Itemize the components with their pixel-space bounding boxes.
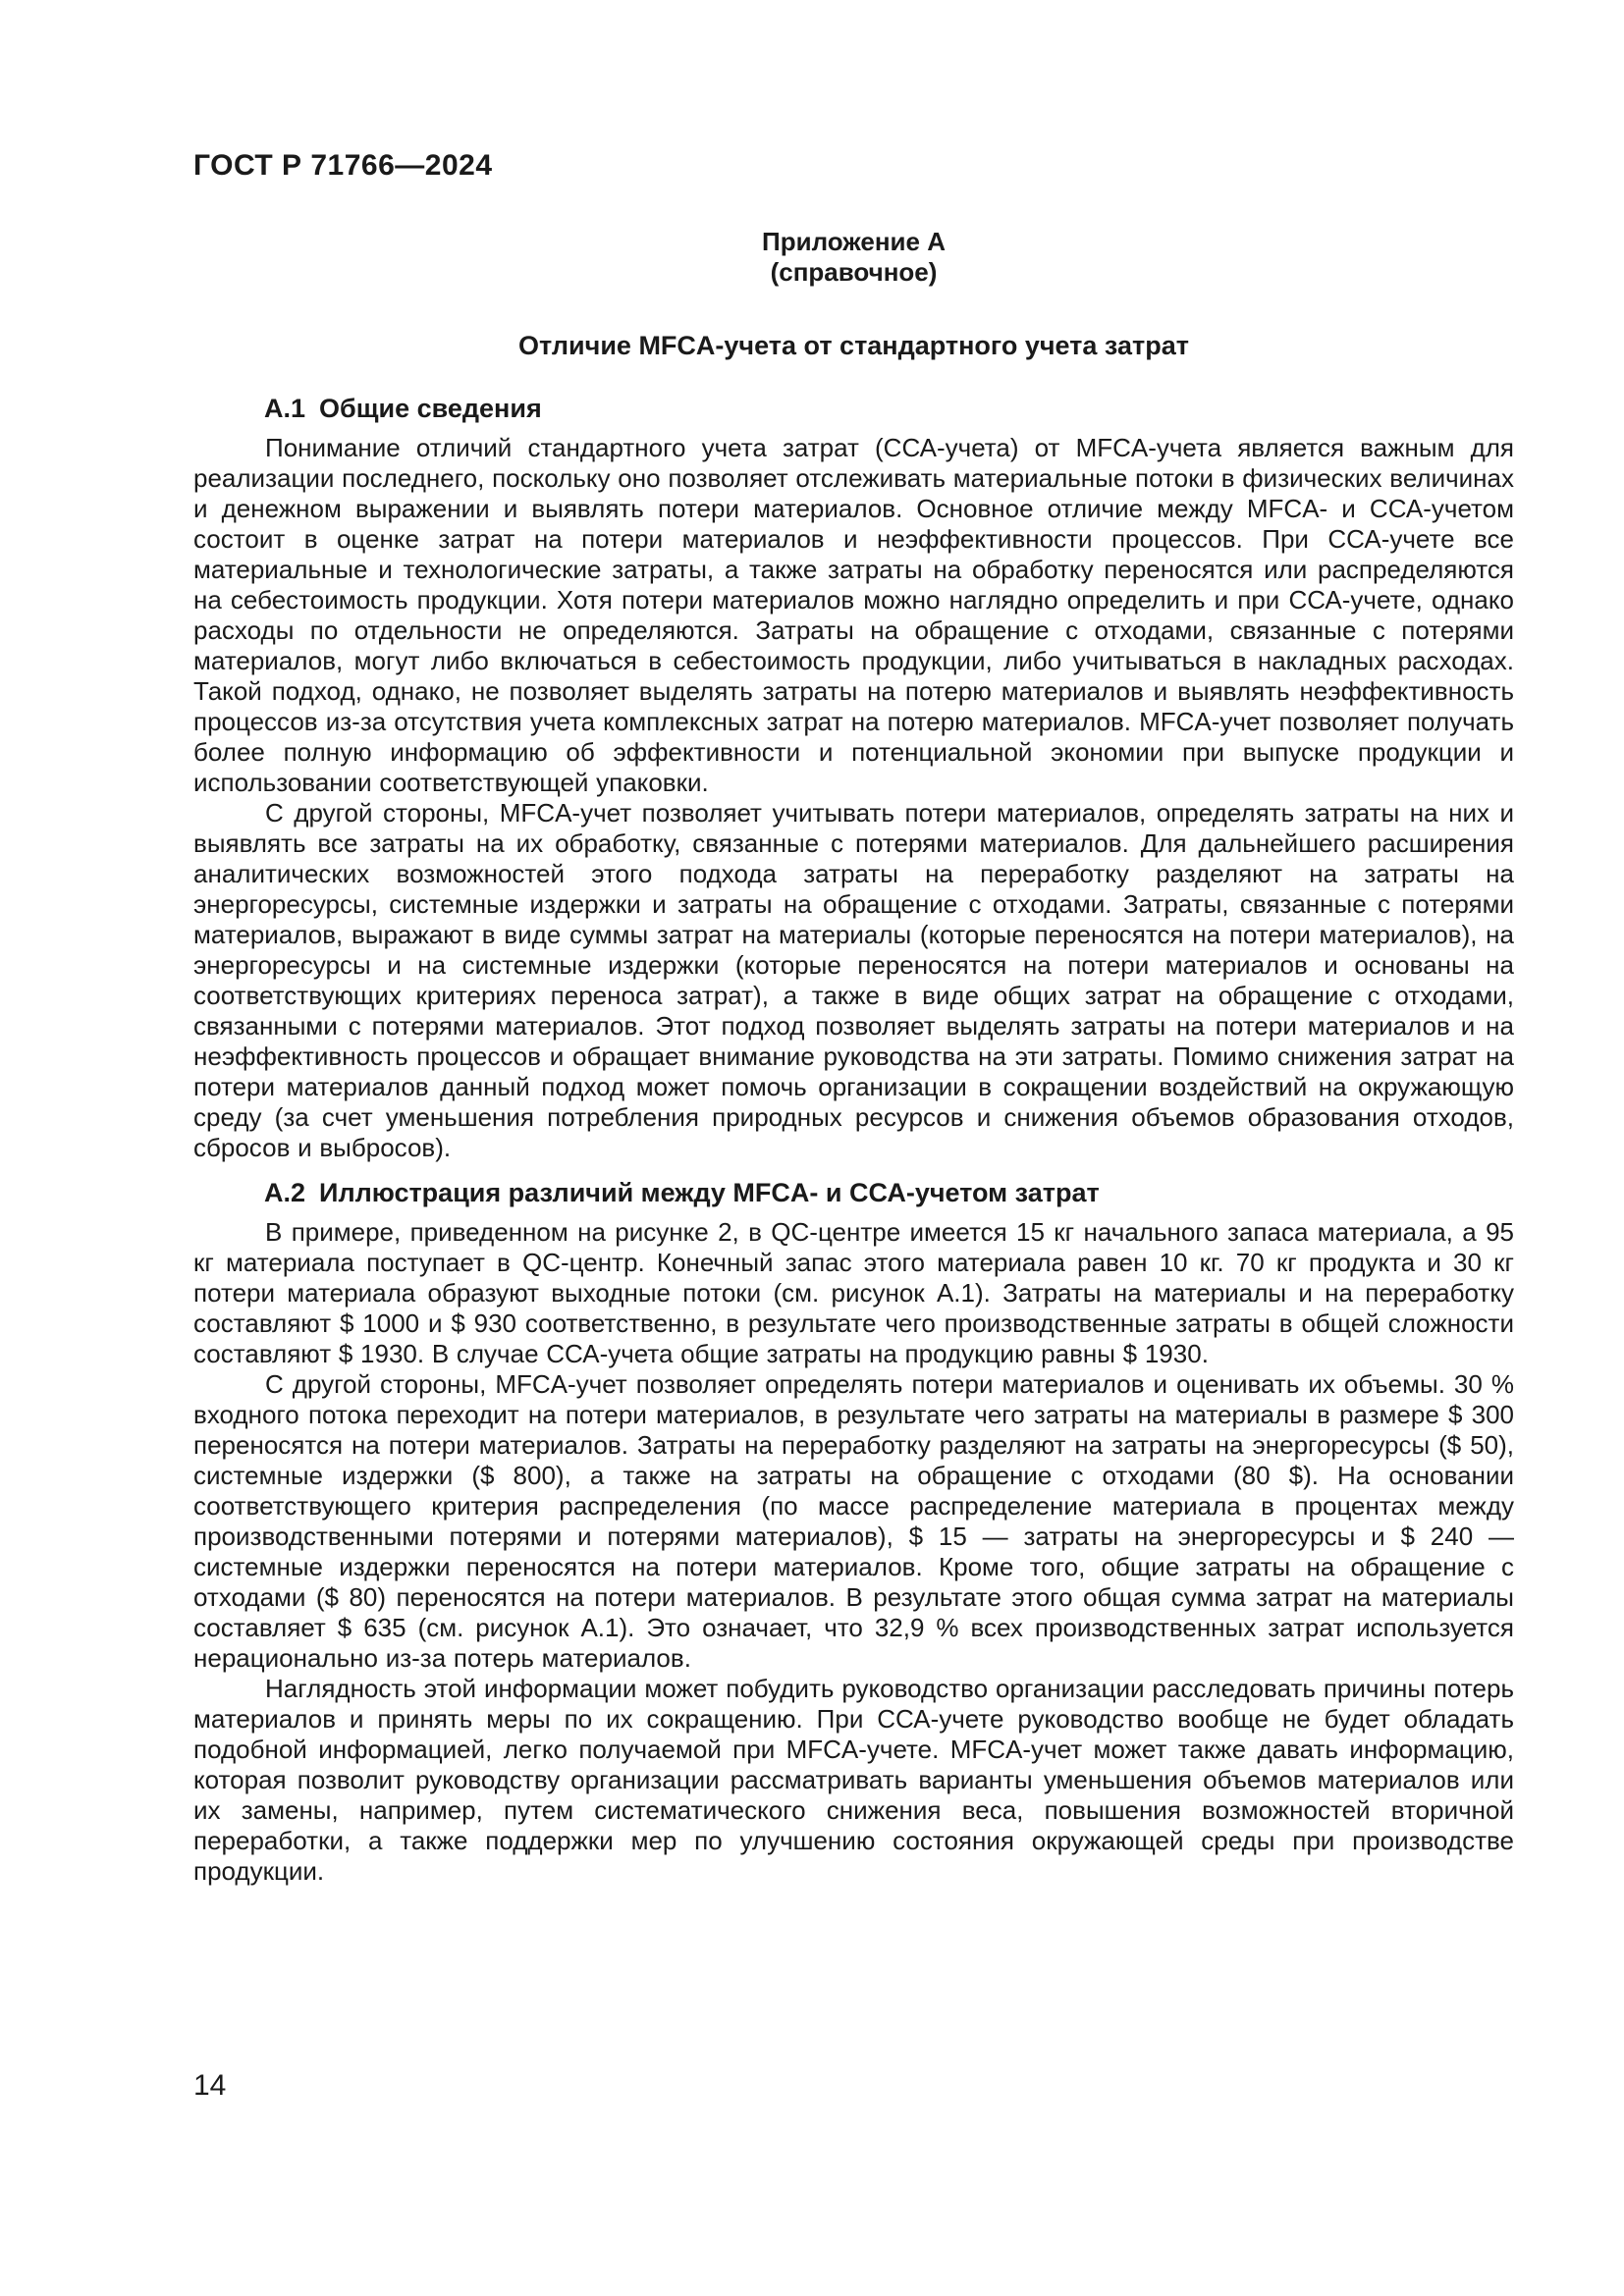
document-number: ГОСТ Р 71766—2024	[193, 149, 493, 182]
appendix-label: Приложение А	[762, 227, 946, 256]
section-heading-text: Общие сведения	[319, 394, 542, 423]
body-paragraph: Наглядность этой информации может побудить руководство организации расследовать причины потерь материалов и принять меры по их сокращению. При ССА-учете руководство вообще не будет обладать подобной информацией, легко получаемой при MFCA-учете. MFCA-учет может также давать информацию, которая позволит руководству организации рассматривать варианты уменьшения объемов материалов или их замены, например, путем систематического снижения веса, повышения возможностей вторичной переработки, а также поддержки мер по улучшению состояния окружающей среды при производстве продукции.	[193, 1674, 1514, 1886]
body-paragraph: В примере, приведенном на рисунке 2, в QC-центре имеется 15 кг начального запаса материала, а 95 кг материала поступает в QC-центр. Конечный запас этого материала равен 10 кг. 70 кг продукта и 30 кг потери материала образуют выходные потоки (см. рисунок А.1). Затраты на материалы и на переработку составляют $ 1000 и $ 930 соответственно, в результате чего производственные затраты в общей сложности составляют $ 1930. В случае ССА-учета общие затраты на продукцию равны $ 1930.	[193, 1217, 1514, 1368]
section-a1-body	[193, 433, 1514, 1163]
body-paragraph: С другой стороны, MFCA-учет позволяет учитывать потери материалов, определять затраты на них и выявлять все затраты на их обработку, связанные с потерями материалов. Для дальнейшего расширения аналитических возможностей этого подхода затраты на переработку разделяют на затраты на энергоресурсы, системные издержки и затраты на обращение с отходами. Затраты, связанные с потерями материалов, выражают в виде суммы затрат на материалы (которые переносятся на потери материалов), на энергоресурсы и на системные издержки (которые переносятся на потери материалов и основаны на соответствующих критериях переноса затрат), а также в виде общих затрат на обращение с отходами, связанными с потерями материалов. Этот подход позволяет выделять затраты на потери материалов и на неэффективность процессов и обращает внимание руководства на эти затраты. Помимо снижения затрат на потери материалов данный подход может помочь организации в сокращении воздействий на окружающую среду (за счет уменьшения потребления природных ресурсов и снижения объемов образования отходов, сбросов и выбросов).	[193, 798, 1514, 1162]
page-content	[193, 227, 1514, 1887]
section-heading-a1	[193, 394, 1514, 424]
section-a2-body	[193, 1217, 1514, 1887]
appendix-note: (справочное)	[770, 257, 938, 287]
appendix-title: Отличие MFCA-учета от стандартного учета затрат	[518, 331, 1189, 360]
section-number: А.1	[264, 394, 306, 423]
body-paragraph: Понимание отличий стандартного учета затрат (ССА-учета) от MFCA-учета является важным для реализации последнего, поскольку оно позволяет отслеживать материальные потоки в физических величинах и денежном выражении и выявлять потери материалов. Основное отличие между MFCA- и ССА-учетом состоит в оценке затрат на потери материалов и неэффективности процессов. При ССА-учете все материальные и технологические затраты, а также затраты на обработку переносятся или распределяются на себестоимость продукции. Хотя потери материалов можно наглядно определить и при ССА-учете, однако расходы по отдельности не определяются. Затраты на обращение с отходами, связанные с потерями материалов, могут либо включаться в себестоимость продукции, либо учитываться в накладных расходах. Такой подход, однако, не позволяет выделять затраты на потерю материалов и выявлять неэффективность процессов из-за отсутствия учета комплексных затрат на потерю материалов. MFCA-учет позволяет получать более полную информацию об эффективности и потенциальной экономии при выпуске продукции и использовании соответствующей упаковки.	[193, 433, 1514, 797]
section-heading-text: Иллюстрация различий между MFCA- и ССА-учетом затрат	[319, 1178, 1100, 1207]
section-heading-a2	[193, 1178, 1514, 1208]
page-number: 14	[193, 2069, 227, 2102]
section-number: А.2	[264, 1178, 306, 1207]
body-paragraph: С другой стороны, MFCA-учет позволяет определять потери материалов и оценивать их объемы. 30 % входного потока переходит на потери материалов, в результате чего затраты на материалы в размере $ 300 переносятся на потери материалов. Затраты на переработку разделяют на затраты на энергоресурсы ($ 50), системные издержки ($ 800), а также на затраты на обращение с отходами (80 $). На основании соответствующего критерия распределения (по массе распределение материала в процентах между производственными потерями и потерями материалов), $ 15 — затраты на энергоресурсы и $ 240 — системные издержки переносятся на потери материалов. Кроме того, общие затраты на обращение с отходами ($ 80) переносятся на потери материалов. В результате этого общая сумма затрат на материалы составляет $ 635 (см. рисунок А.1). Это означает, что 32,9 % всех производственных затрат используется нерационально из-за потерь материалов.	[193, 1369, 1514, 1673]
